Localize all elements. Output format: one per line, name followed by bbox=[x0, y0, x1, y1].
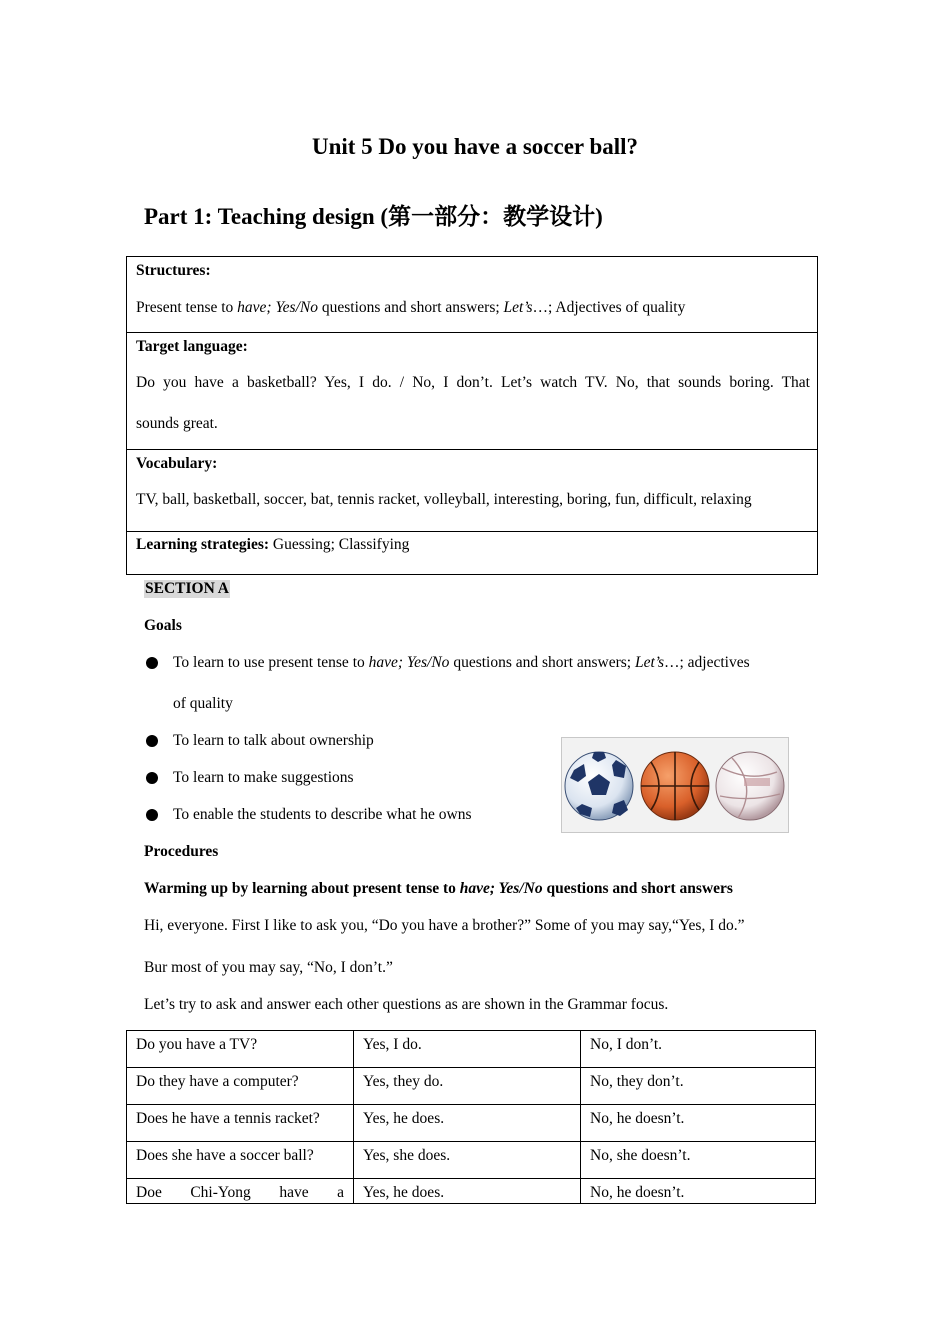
goals-heading: Goals bbox=[144, 617, 182, 634]
warming-up-heading: Warming up by learning about present tense to have; Yes/No questions and short answers bbox=[144, 880, 733, 897]
paragraph-line-2: Bur most of you may say, “No, I don’t.” bbox=[144, 959, 393, 976]
vocabulary-label: Vocabulary: bbox=[136, 455, 218, 472]
goal-1: To learn to use present tense to have; Yes/No questions and short answers; Let’s…; adjectives bbox=[173, 654, 750, 671]
table-cell: No, she doesn’t. bbox=[581, 1142, 816, 1179]
table-cell: Yes, they do. bbox=[354, 1068, 581, 1105]
divider bbox=[127, 332, 817, 333]
divider bbox=[127, 531, 817, 532]
overview-box bbox=[126, 256, 818, 575]
table-row bbox=[127, 1142, 816, 1179]
table-row bbox=[127, 1179, 816, 1204]
bullet-icon bbox=[146, 657, 158, 669]
divider bbox=[127, 449, 817, 450]
goal-2: To learn to talk about ownership bbox=[173, 732, 374, 749]
table-cell: No, I don’t. bbox=[581, 1031, 816, 1068]
table-cell: Does she have a soccer ball? bbox=[127, 1142, 354, 1179]
page-title: Unit 5 Do you have a soccer ball? bbox=[311, 134, 639, 159]
learning-strategies: Learning strategies: Guessing; Classifying bbox=[136, 536, 410, 553]
table-row bbox=[127, 1031, 816, 1068]
target-language-line-1: Do you have a basketball? Yes, I do. / No, I don’t. Let’s watch TV. No, that sounds boring. That bbox=[136, 374, 810, 391]
table-cell: Yes, she does. bbox=[354, 1142, 581, 1179]
paragraph-line-3: Let’s try to ask and answer each other questions as are shown in the Grammar focus. bbox=[144, 996, 669, 1013]
table-cell: Yes, he does. bbox=[354, 1105, 581, 1142]
part-heading: Part 1: Teaching design (第一部分：教学设计) bbox=[144, 204, 603, 229]
table-cell: Yes, I do. bbox=[354, 1031, 581, 1068]
target-language-label: Target language: bbox=[136, 338, 248, 355]
table-row bbox=[127, 1068, 816, 1105]
basketball-icon bbox=[641, 752, 709, 820]
soccer-ball-icon bbox=[565, 752, 633, 820]
bullet-icon bbox=[146, 772, 158, 784]
table-cell: No, he doesn’t. bbox=[581, 1105, 816, 1142]
grammar-focus-table bbox=[126, 1030, 816, 1204]
target-language-line-2: sounds great. bbox=[136, 415, 218, 432]
bullet-icon bbox=[146, 735, 158, 747]
table-cell: Do you have a TV? bbox=[127, 1031, 354, 1068]
vocabulary-text: TV, ball, basketball, soccer, bat, tennis racket, volleyball, interesting, boring, fun, difficult, relaxing bbox=[136, 491, 752, 508]
goal-4: To enable the students to describe what he owns bbox=[173, 806, 472, 823]
balls-image bbox=[561, 737, 789, 833]
structures-label: Structures: bbox=[136, 262, 211, 279]
justified-cell-text: Doe Chi-Yong have a bbox=[136, 1184, 344, 1201]
paragraph-line-1: Hi, everyone. First I like to ask you, “Do you have a brother?” Some of you may say,“Yes, I do.” bbox=[144, 917, 745, 934]
section-a-heading: SECTION A bbox=[145, 580, 229, 597]
table-cell: No, he doesn’t. bbox=[581, 1179, 816, 1204]
procedures-heading: Procedures bbox=[144, 843, 219, 860]
balls-illustration bbox=[562, 738, 788, 832]
table-row bbox=[127, 1105, 816, 1142]
volleyball-icon bbox=[716, 752, 784, 820]
table-cell: Does he have a tennis racket? bbox=[127, 1105, 354, 1142]
table-cell: Do they have a computer? bbox=[127, 1068, 354, 1105]
table-cell: No, they don’t. bbox=[581, 1068, 816, 1105]
goal-3: To learn to make suggestions bbox=[173, 769, 354, 786]
goal-1-continued: of quality bbox=[173, 695, 233, 712]
structures-text: Present tense to have; Yes/No questions and short answers; Let’s…; Adjectives of quality bbox=[136, 299, 686, 316]
bullet-icon bbox=[146, 809, 158, 821]
table-cell bbox=[127, 1179, 354, 1204]
table-cell: Yes, he does. bbox=[354, 1179, 581, 1204]
